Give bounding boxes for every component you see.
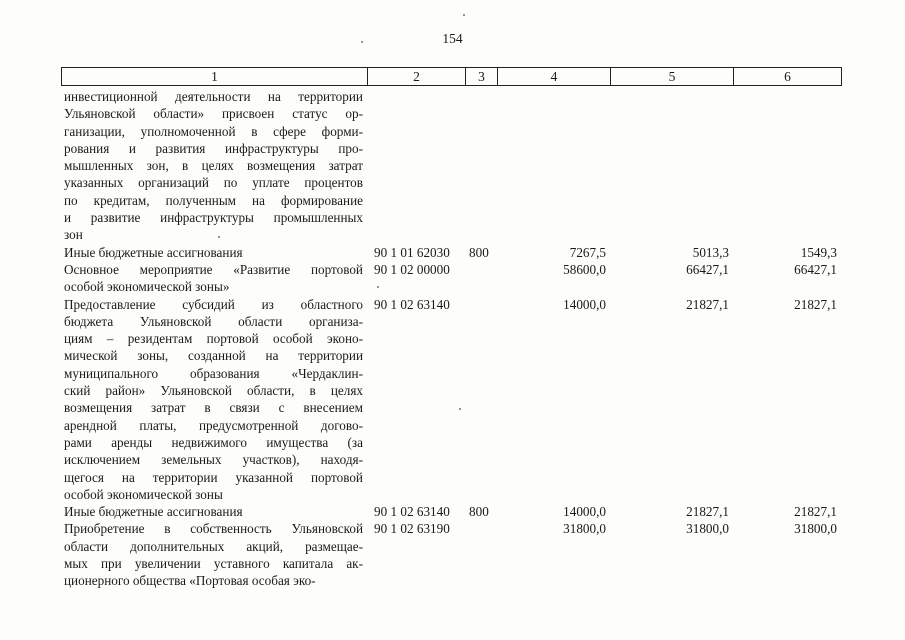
- row-name-line: бюджета Ульяновской области организа-: [64, 313, 363, 329]
- row-name-line: ский район» Ульяновской области, в целях: [64, 383, 363, 399]
- column-header-5: 5: [611, 68, 734, 86]
- row-name-line: Предоставление субсидий из областного: [64, 296, 363, 312]
- row-name-line: Ульяновской области» присвоен статус ор-: [64, 106, 363, 122]
- column-header-4: 4: [498, 68, 611, 86]
- row-value-col5: 21827,1: [686, 504, 729, 520]
- row-expense-type: [465, 520, 497, 589]
- row-name: [61, 261, 367, 296]
- row-name-line: арендной платы, предусмотренной догово-: [64, 417, 363, 433]
- row-name-line: мышленных зон, в целях возмещения затрат: [64, 158, 363, 174]
- row-value-col6: 21827,1: [794, 504, 837, 520]
- row-name-line: рами аренды недвижимого имущества (за: [64, 434, 363, 450]
- row-name-line: и развитие инфраструктуры промышленных: [64, 210, 363, 226]
- column-header-1: 1: [62, 68, 368, 86]
- budget-table-body: [61, 88, 841, 590]
- row-expense-type: [465, 88, 497, 244]
- row-value-col6: 21827,1: [794, 296, 837, 312]
- row-value-col4: 14000,0: [563, 296, 606, 312]
- row-name-line: особой экономической зоны: [64, 486, 223, 502]
- column-header-row: [61, 67, 842, 86]
- row-value-col4: [497, 88, 610, 244]
- row-name: [61, 244, 367, 261]
- row-value-col5: 5013,3: [692, 244, 729, 260]
- row-name-line: Приобретение в собственность Ульяновской: [64, 521, 363, 537]
- row-name-line: области дополнительных акций, размещае-: [64, 538, 363, 554]
- row-name-line: указанных организаций по уплате процентов: [64, 175, 363, 191]
- row-name: [61, 296, 367, 504]
- row-code: 90 1 02 63140: [374, 296, 450, 312]
- row-expense-type: [465, 261, 497, 296]
- table-row: [61, 503, 841, 520]
- row-name-line: циям – резидентам портовой особой эконо-: [64, 331, 363, 347]
- table-row: [61, 296, 841, 504]
- column-header-3: 3: [466, 68, 498, 86]
- row-name-line: возмещения затрат в связи с внесением: [64, 400, 363, 416]
- table-row: [61, 244, 841, 261]
- row-code: 90 1 02 63140: [374, 504, 450, 520]
- row-code: 90 1 01 62030: [374, 244, 450, 260]
- row-name-line: инвестиционной деятельности на территории: [64, 89, 363, 104]
- row-name-line: муниципального образования «Чердаклин-: [64, 365, 363, 381]
- row-value-col5: 21827,1: [686, 296, 729, 312]
- row-value-col6: [733, 88, 841, 244]
- row-name-line: по кредитам, полученным на формирование: [64, 192, 363, 208]
- table-row: [61, 261, 841, 296]
- scan-speck: [377, 286, 379, 288]
- page-number: 154: [442, 31, 463, 46]
- row-code: [367, 88, 465, 244]
- row-name-line: ционерного общества «Портовая особая эко-: [64, 573, 316, 589]
- row-name-line: особой экономической зоны»: [64, 279, 230, 295]
- column-header-2: 2: [368, 68, 466, 86]
- row-value-col4: 14000,0: [563, 504, 606, 520]
- row-name: [61, 88, 367, 244]
- row-value-col5: 66427,1: [686, 261, 729, 277]
- row-code: 90 1 02 63190: [374, 521, 450, 537]
- row-name-line: мической зоны, созданной на территории: [64, 348, 363, 364]
- row-name: [61, 520, 367, 589]
- row-expense-type: 800: [469, 244, 489, 260]
- scan-speck: [459, 408, 461, 410]
- row-value-col4: 58600,0: [563, 261, 606, 277]
- row-name-line: ганизации, уполномоченной в сфере форми-: [64, 123, 363, 139]
- table-row: [61, 88, 841, 244]
- table-row: [61, 520, 841, 589]
- row-name-line: исключением земельных участков), находя-: [64, 452, 363, 468]
- row-name: [61, 503, 367, 520]
- row-name-line: Иные бюджетные ассигнования: [64, 244, 243, 260]
- row-value-col6: 1549,3: [800, 244, 837, 260]
- budget-table: [61, 88, 841, 590]
- row-value-col6: 31800,0: [794, 521, 837, 537]
- row-expense-type: 800: [469, 504, 489, 520]
- scan-speck: [218, 236, 220, 238]
- row-name-line: рования и развития инфраструктуры про-: [64, 140, 363, 156]
- row-name-line: Основное мероприятие «Развитие портовой: [64, 261, 363, 277]
- row-expense-type: [465, 296, 497, 504]
- row-name-line: щегося на территории указанной портовой: [64, 469, 363, 485]
- scan-speck: [463, 14, 465, 16]
- row-name-line: Иные бюджетные ассигнования: [64, 504, 243, 520]
- column-header-6: 6: [734, 68, 842, 86]
- row-value-col5: 31800,0: [686, 521, 729, 537]
- row-name-line: мых при увеличении уставного капитала ак-: [64, 556, 363, 572]
- row-value-col5: [610, 88, 733, 244]
- row-value-col4: 7267,5: [569, 244, 606, 260]
- row-value-col4: 31800,0: [563, 521, 606, 537]
- row-value-col6: 66427,1: [794, 261, 837, 277]
- row-name-line: зон: [64, 227, 83, 243]
- row-code: 90 1 02 00000: [374, 261, 450, 277]
- scan-speck: [361, 41, 363, 43]
